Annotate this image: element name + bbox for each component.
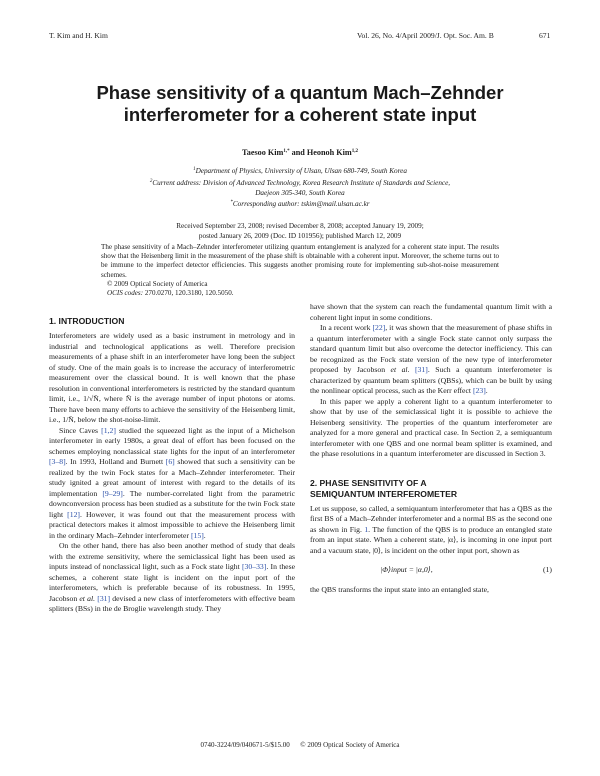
citation-link[interactable]: [23] bbox=[472, 386, 486, 395]
citation-link[interactable]: [3–8] bbox=[49, 457, 66, 466]
equation-number: (1) bbox=[543, 565, 552, 574]
author-name: Taesoo Kim bbox=[242, 148, 284, 157]
citation-link[interactable]: [15] bbox=[190, 530, 204, 540]
affiliation-line: Daejeon 305-340, South Korea bbox=[255, 188, 345, 197]
right-column bbox=[310, 302, 552, 595]
citation-link[interactable]: [12] bbox=[67, 509, 80, 519]
figure-link[interactable]: 1 bbox=[364, 524, 369, 534]
paragraph: Interferometers are widely used as a basic instrument in metrology and in industrial and technological applications as well. Therefore precision measurements of a phase shift in an interferometer have long been the subject of study. One of the main goals is to increase the accuracy of interferometric measurement over the classical bound. It is well known that the phase resolution in conventional interferometers is restricted by the standard quantum limit, i.e., 1/√N̄, where N̄ is the average number of input photons or atoms. There have been many efforts to achieve the sensitivity of the Heisenberg limit, i.e., 1/N̄, below the shot-noise-limit. bbox=[49, 331, 295, 424]
abstract-text: The phase sensitivity of a Mach–Zehnder interferometer utilizing quantum entanglement is analyzed for a coherent state input. The results show that the Heisenberg limit in the measurement of the phase shift is obtainable with a coherent input. Moreover, the scheme turns out to be immune to the imperfect detector efficiencies. This suggests another promising route for implementing sub-shot-noise measurement schemes. bbox=[101, 243, 499, 279]
abstract bbox=[101, 243, 499, 298]
author-connector: and bbox=[291, 148, 305, 157]
author-list bbox=[120, 148, 480, 157]
citation-link[interactable]: [6] bbox=[165, 457, 175, 466]
left-column bbox=[49, 316, 295, 615]
author-affil-mark: 1,2 bbox=[351, 149, 358, 154]
publication-history bbox=[120, 222, 480, 242]
paragraph: On the other hand, there has also been another method of study that deals with the extreme sensitivity, where the semiclassical light has been used as inputs instead of nonclassical light, such as a Fock state light [30–33]. In these schemes, a coherent state light is incident on the input port of the interferometers, which is preferable because of its robustness. In 1995, Jacobson et al. [31] devised a new class of interferometers with effective beam splitters (BSs) in the de Broglie wavelength study. They bbox=[49, 541, 296, 613]
citation-link[interactable]: [31] bbox=[97, 593, 111, 603]
citation-link[interactable]: [22] bbox=[372, 323, 386, 332]
citation-link[interactable]: [30–33] bbox=[242, 562, 267, 571]
posted-dates: posted January 26, 2009 (Doc. ID 101956); published March 12, 2009 bbox=[198, 231, 402, 240]
abstract-copyright: © 2009 Optical Society of America bbox=[107, 279, 208, 288]
page-number: 671 bbox=[539, 31, 551, 40]
citation-link[interactable]: [9–29] bbox=[102, 488, 123, 498]
corresponding-author: *Corresponding author: tskim@mail.ulsan.ac.kr bbox=[230, 200, 370, 209]
footer-copyright: © 2009 Optical Society of America bbox=[300, 741, 400, 749]
author-affil-mark: 1,* bbox=[283, 149, 290, 154]
paragraph: In this paper we apply a coherent light to a quantum interferometer to show that by use of the semiclassical light it is possible to achieve the Heisenberg sensitivity. The properties of the quantum interferometer are analyzed for a more general and practical case. In Section 2, a semiquantum interferometer with one QBS and one normal beam splitter is examined, and the phase resolutions in a quantum interferometer are discussed in Section 3. bbox=[310, 396, 552, 458]
footer-issn: 0740-3224/09/040671-5/$15.00 bbox=[200, 741, 290, 749]
paragraph: In a recent work [22], it was shown that the measurement of phase shifts in a quantum interferometer with a single Fock state cannot only surpass the standard quantum limit but also overcome the detector inefficiency. This can be recognized as the Fock state version of the new type of interferometer proposed by Jacobson et al. [31]. Such a quantum interferometer is characterized by quantum beam splitters (QBSs), which can be built by using the nonlinear optical process, such as the Kerr effect [23]. bbox=[310, 323, 552, 395]
running-header-journal: Vol. 26, No. 4/April 2009/J. Opt. Soc. Am. B bbox=[357, 31, 494, 40]
section-heading: 1. INTRODUCTION bbox=[49, 316, 125, 326]
equation-body: |Φ⟩input = |α,0⟩, bbox=[380, 565, 433, 574]
citation-link[interactable]: [31] bbox=[415, 365, 428, 374]
paragraph: the QBS transforms the input state into an entangled state, bbox=[310, 584, 489, 594]
affiliations bbox=[120, 165, 480, 210]
title-line-2: interferometer for a coherent state input bbox=[123, 104, 477, 125]
ocis-codes: OCIS codes: 270.0270, 120.3180, 120.5050. bbox=[107, 289, 234, 298]
author-name: Heonoh Kim bbox=[306, 148, 352, 157]
running-header-authors: T. Kim and H. Kim bbox=[49, 31, 108, 40]
paragraph: Let us suppose, so called, a semiquantum interferometer that has a QBS as the first BS of a Mach–Zehnder interferometer and a normal BS as the second one as shown in Fig. 1. The function of the QBS is to produce an entangled state from an input state. When a coherent state, |α⟩, is incoming in one input port and a vacuum state, |0⟩, is incident on the other input port, shown as bbox=[310, 503, 552, 555]
section-gap bbox=[310, 460, 552, 478]
equation-1 bbox=[310, 556, 552, 585]
title-line-1: Phase sensitivity of a quantum Mach–Zehnder bbox=[96, 82, 504, 103]
citation-link[interactable]: [1,2] bbox=[101, 425, 116, 435]
paragraph: Since Caves [1,2] studied the squeezed light as the input of a Michelson interferometer in early 1980s, a great deal of effort has been focused on the schemes employing nonclassical state lights for the input of an interferometer [3–8]. In 1993, Holland and Burnett [6] showed that such a sensitivity can be realized by the twin Fock states for a Mach–Zehnder interferometer. Their study ignited a great amount of interest with regard to the details of its implementation [9–29]. The number-correlated light from the parametric downconversion process has been studied as a substitute for the twin Fock state light [12]. However, it was found out that the measurement process with practical detectors makes it almost impossible to achieve the Heisenberg limit in the ordinary Mach–Zehnder interferometer [15]. bbox=[49, 425, 296, 540]
page-footer bbox=[0, 741, 600, 749]
section-heading: 2. PHASE SENSITIVITY OF A SEMIQUANTUM INTERFEROMETER bbox=[310, 477, 458, 499]
affiliation-line: $^2$Current address: Division of Advanced Technology, Korea Research Institute of Standards and Science, bbox=[149, 178, 451, 187]
affiliation-line: $^1$Department of Physics, University of Ulsan, Ulsan 680-749, South Korea bbox=[193, 167, 407, 175]
received-dates: Received September 23, 2008; revised December 8, 2008; accepted January 19, 2009; bbox=[176, 222, 424, 230]
paper-title bbox=[90, 82, 510, 126]
paragraph: have shown that the system can reach the fundamental quantum limit with a coherent light input in some conditions. bbox=[310, 302, 552, 322]
